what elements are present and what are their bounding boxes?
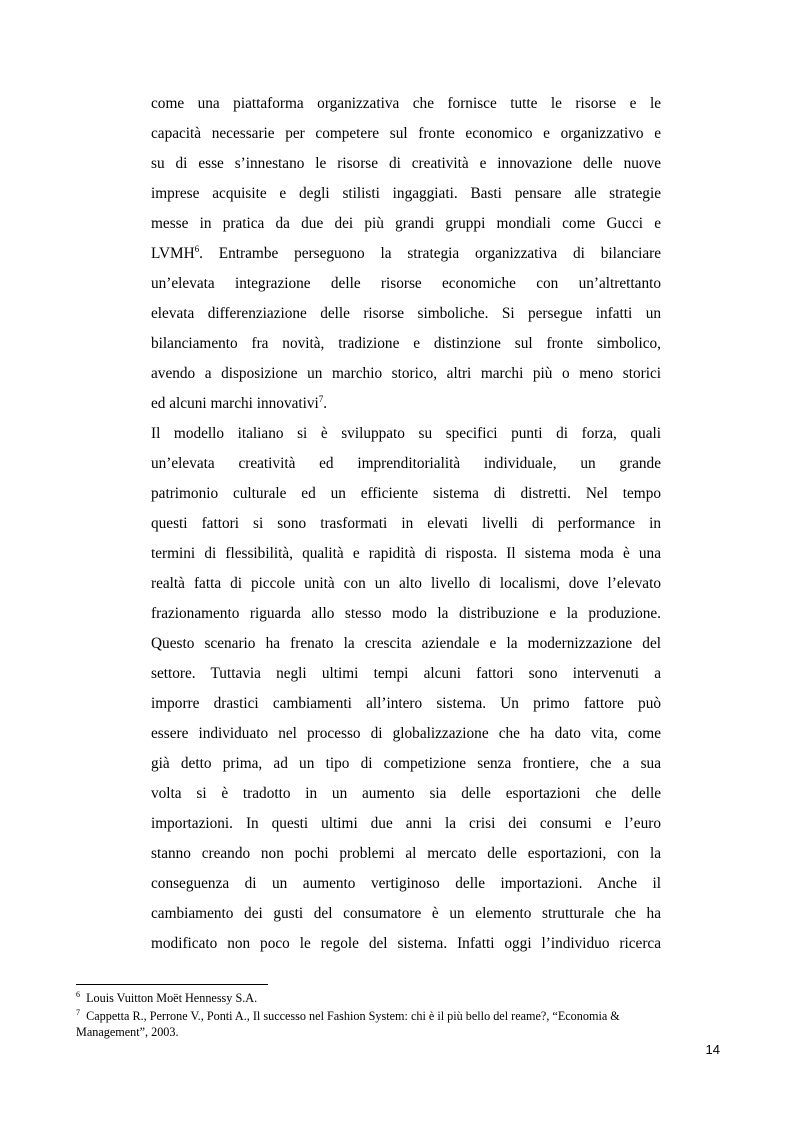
line-11-text: ed alcuni marchi innovativi bbox=[151, 395, 319, 412]
body-line-12: Il modello italiano si è sviluppato su specifici punti di forza, quali bbox=[151, 425, 661, 442]
line-6-rest: . Entrambe perseguono la strategia organizzativa di bilanciare bbox=[199, 245, 661, 262]
body-line-16: termini di flessibilità, qualità e rapidità di risposta. Il sistema moda è una bbox=[151, 545, 661, 562]
body-line-23: già detto prima, ad un tipo di competizione senza frontiere, che a sua bbox=[151, 755, 661, 772]
footnote-7-text: Cappetta R., Perrone V., Ponti A., Il successo nel Fashion System: chi è il più bello del reame?, “Economia & bbox=[86, 1009, 620, 1023]
body-line-18: frazionamento riguarda allo stesso modo la distribuzione e la produzione. bbox=[151, 605, 661, 622]
body-line-2: capacità necessarie per competere sul fronte economico e organizzativo e bbox=[151, 125, 661, 142]
line-11-period: . bbox=[323, 395, 328, 412]
page-number: 14 bbox=[705, 1042, 720, 1057]
footnote-6-number: 6 bbox=[76, 989, 80, 999]
body-line-8: elevata differenziazione delle risorse simboliche. Si persegue infatti un bbox=[151, 305, 661, 322]
body-line-20: settore. Tuttavia negli ultimi tempi alcuni fattori sono intervenuti a bbox=[151, 665, 661, 682]
body-line-3: su di esse s’innestano le risorse di creatività e innovazione delle nuove bbox=[151, 155, 661, 172]
footnote-ref-6[interactable]: 6 bbox=[194, 243, 200, 254]
body-line-29: modificato non poco le regole del sistema. Infatti oggi l’individuo ricerca bbox=[151, 935, 661, 952]
body-line-27: conseguenza di un aumento vertiginoso delle importazioni. Anche il bbox=[151, 875, 661, 892]
footnote-7-number: 7 bbox=[76, 1007, 80, 1017]
body-line-6 bbox=[151, 243, 661, 273]
body-line-21: imporre drastici cambiamenti all’intero sistema. Un primo fattore può bbox=[151, 695, 661, 712]
body-line-25: importazioni. In questi ultimi due anni la crisi dei consumi e l’euro bbox=[151, 815, 661, 832]
body-line-19: Questo scenario ha frenato la crescita aziendale e la modernizzazione del bbox=[151, 635, 661, 652]
footnote-7-continued: Management”, 2003. bbox=[76, 1025, 179, 1039]
body-line-5: messe in pratica da due dei più grandi gruppi mondiali come Gucci e bbox=[151, 215, 661, 232]
body-line-7: un’elevata integrazione delle risorse economiche con un’altrettanto bbox=[151, 275, 661, 292]
lvmh-text: LVMH bbox=[151, 245, 195, 262]
footnote-7 bbox=[76, 1008, 620, 1024]
body-line-10: avendo a disposizione un marchio storico, altri marchi più o meno storici bbox=[151, 365, 661, 382]
body-line-1: come una piattaforma organizzativa che fornisce tutte le risorse e le bbox=[151, 95, 661, 112]
footnote-6-text: Louis Vuitton Moët Hennessy S.A. bbox=[86, 991, 258, 1005]
body-line-14: patrimonio culturale ed un efficiente sistema di distretti. Nel tempo bbox=[151, 485, 661, 502]
footnote-ref-7[interactable]: 7 bbox=[318, 393, 324, 404]
body-line-22: essere individuato nel processo di globalizzazione che ha dato vita, come bbox=[151, 725, 661, 742]
body-line-9: bilanciamento fra novità, tradizione e distinzione sul fronte simbolico, bbox=[151, 335, 661, 352]
body-line-28: cambiamento dei gusti del consumatore è un elemento strutturale che ha bbox=[151, 905, 661, 922]
body-line-15: questi fattori si sono trasformati in elevati livelli di performance in bbox=[151, 515, 661, 532]
body-line-17: realtà fatta di piccole unità con un alto livello di localismi, dove l’elevato bbox=[151, 575, 661, 592]
body-line-4: imprese acquisite e degli stilisti ingaggiati. Basti pensare alle strategie bbox=[151, 185, 661, 202]
body-line-26: stanno creando non pochi problemi al mercato delle esportazioni, con la bbox=[151, 845, 661, 862]
footnote-separator bbox=[76, 984, 268, 985]
footnote-6 bbox=[76, 990, 257, 1006]
body-line-24: volta si è tradotto in un aumento sia delle esportazioni che delle bbox=[151, 785, 661, 802]
body-line-13: un’elevata creatività ed imprenditorialità individuale, un grande bbox=[151, 455, 661, 472]
body-line-11 bbox=[151, 393, 661, 423]
